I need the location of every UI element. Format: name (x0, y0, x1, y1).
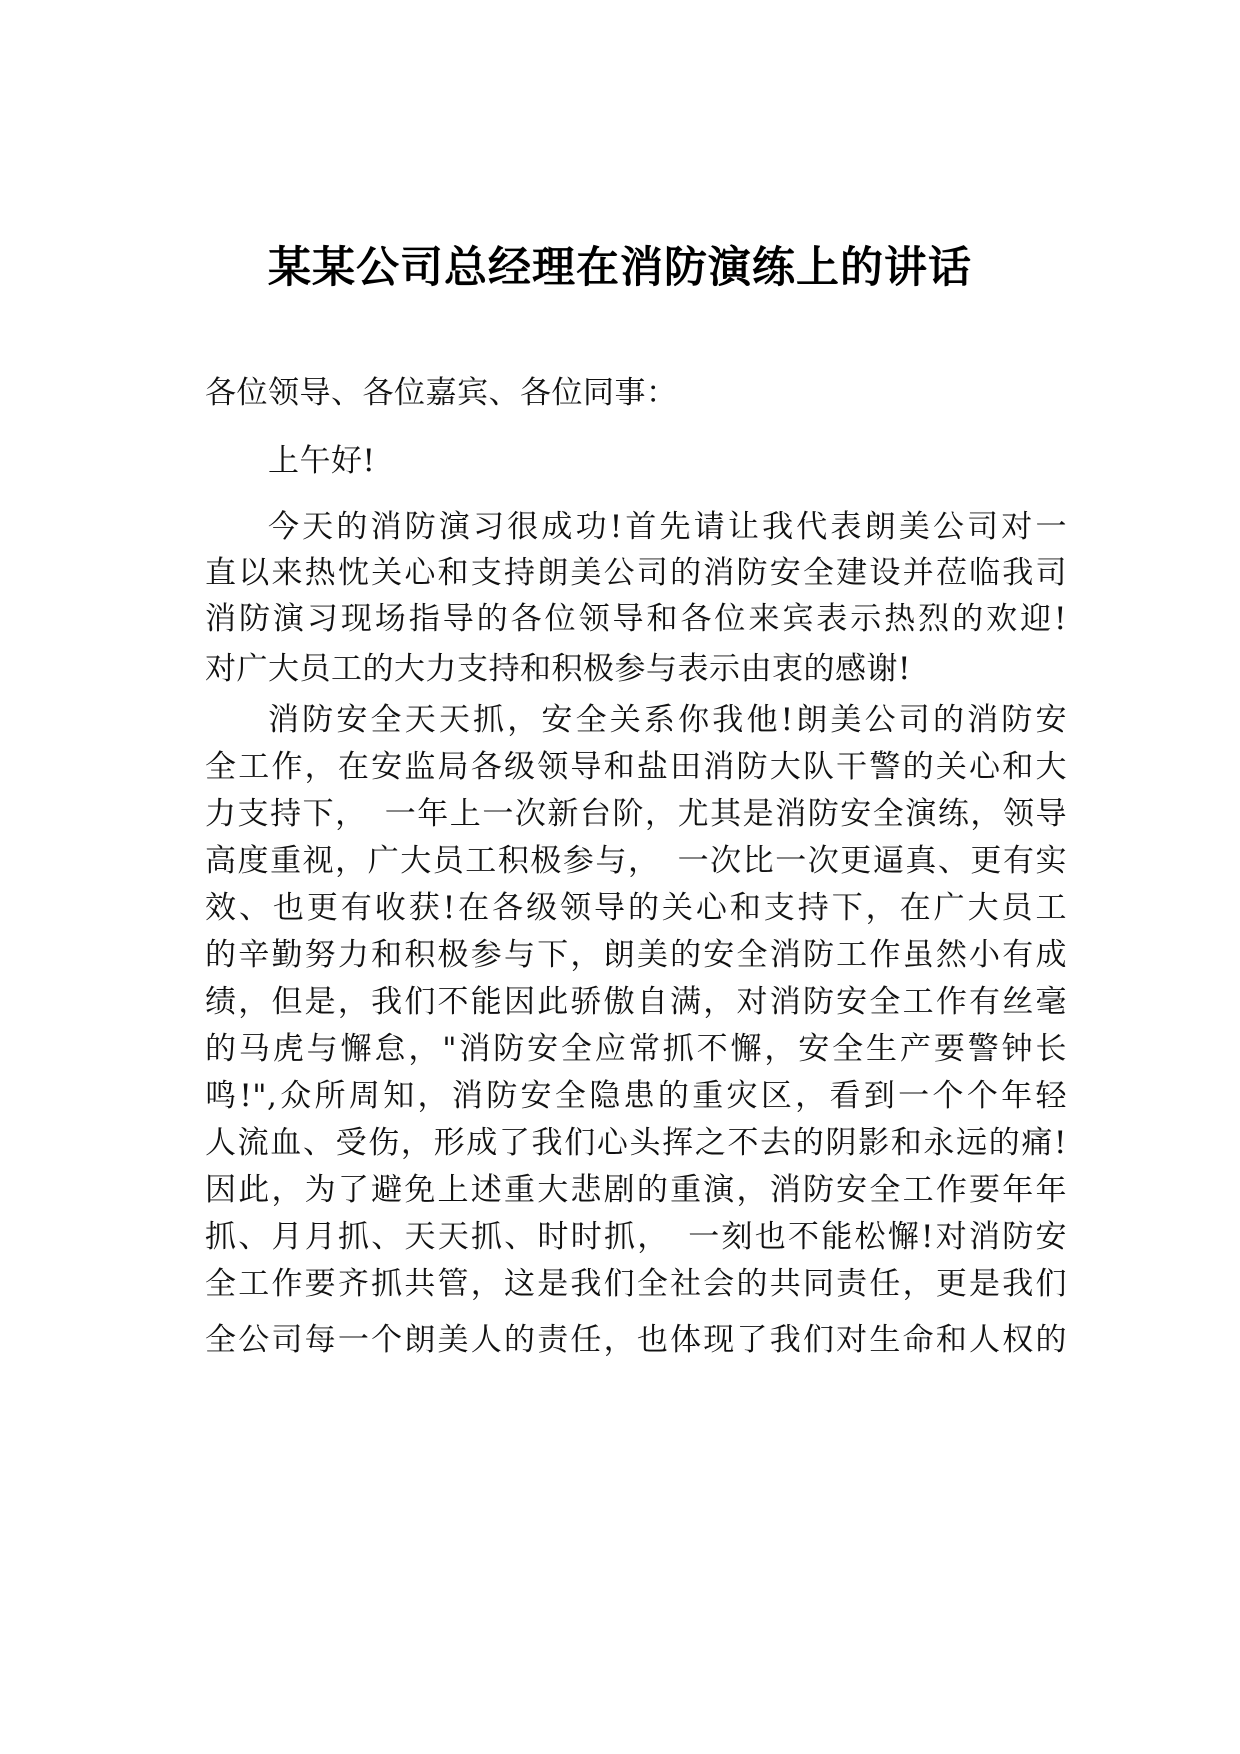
paragraph-1-line-1: 今天的消防演习很成功!首先请让我代表朗美公司对一 (268, 509, 1067, 545)
paragraph-1-line-3: 消防演习现场指导的各位领导和各位来宾表示热烈的欢迎! (205, 601, 1067, 637)
paragraph-3-line-6: 的辛勤努力和积极参与下，朗美的安全消防工作虽然小有成 (205, 937, 1067, 973)
paragraph-2-line-1: 对广大员工的大力支持和积极参与表示由衷的感谢! (205, 651, 911, 687)
paragraph-1-line-2: 直以来热忱关心和支持朗美公司的消防安全建设并莅临我司 (205, 555, 1067, 591)
paragraph-3-line-4: 高度重视，广大员工积极参与， 一次比一次更逼真、更有实 (205, 843, 1067, 879)
paragraph-3-line-8: 的马虎与懈怠，"消防安全应常抓不懈，安全生产要警钟长 (205, 1031, 1067, 1067)
paragraph-3-line-10: 人流血、受伤，形成了我们心头挥之不去的阴影和永远的痛! (205, 1125, 1067, 1161)
greeting: 上午好! (268, 443, 376, 479)
paragraph-3-line-9: 鸣!",众所周知，消防安全隐患的重灾区，看到一个个年轻 (205, 1078, 1067, 1114)
paragraph-3-line-11: 因此，为了避免上述重大悲剧的重演，消防安全工作要年年 (205, 1172, 1067, 1208)
paragraph-3-line-3: 力支持下， 一年上一次新台阶，尤其是消防安全演练，领导 (205, 796, 1067, 832)
paragraph-3-line-13: 全工作要齐抓共管，这是我们全社会的共同责任，更是我们 (205, 1266, 1067, 1302)
paragraph-3-line-5: 效、也更有收获!在各级领导的关心和支持下，在广大员工 (205, 890, 1067, 926)
paragraph-3-line-7: 绩，但是，我们不能因此骄傲自满，对消防安全工作有丝毫 (205, 984, 1067, 1020)
paragraph-3-line-2: 全工作，在安监局各级领导和盐田消防大队干警的关心和大 (205, 749, 1067, 785)
paragraph-3-line-12: 抓、月月抓、天天抓、时时抓， 一刻也不能松懈!对消防安 (205, 1219, 1067, 1255)
document-title: 某某公司总经理在消防演练上的讲话 (268, 243, 972, 293)
salutation: 各位领导、各位嘉宾、各位同事： (205, 375, 678, 411)
paragraph-3-line-1: 消防安全天天抓，安全关系你我他!朗美公司的消防安 (268, 702, 1067, 738)
paragraph-3-line-14: 全公司每一个朗美人的责任，也体现了我们对生命和人权的 (205, 1322, 1067, 1358)
